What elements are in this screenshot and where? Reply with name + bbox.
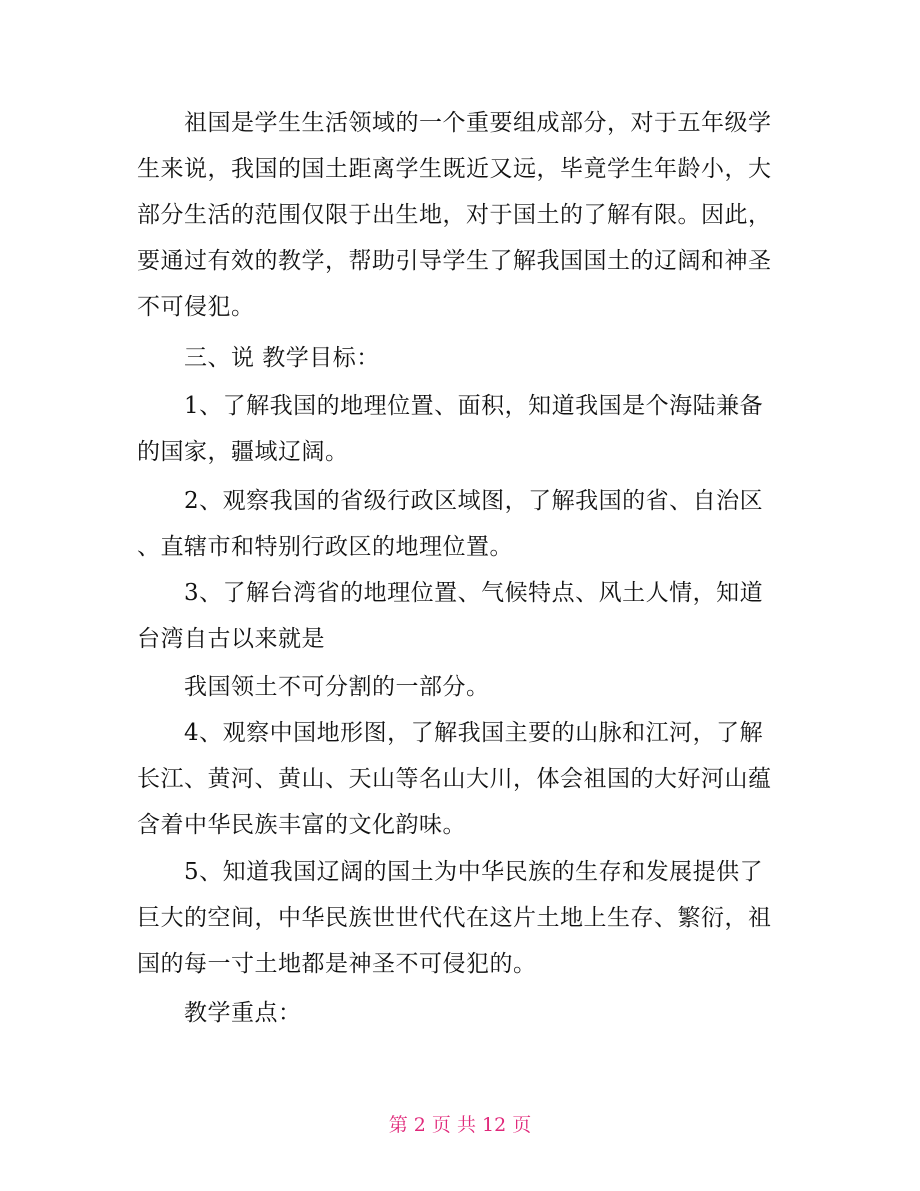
text-line: 生来说，我国的国土距离学生既近又远，毕竟学生年龄小，大 xyxy=(137,156,772,182)
text-line: 含着中华民族丰富的文化韵味。 xyxy=(137,812,466,838)
text-line: 5、知道我国辽阔的国土为中华民族的生存和发展提供了 xyxy=(137,859,764,885)
text-line: 2、观察我国的省级行政区域图，了解我国的省、自治区 xyxy=(137,488,764,514)
text-line: 我国领土不可分割的一部分。 xyxy=(137,674,490,700)
text-line: 4、观察中国地形图，了解我国主要的山脉和江河，了解 xyxy=(137,720,764,746)
objective-5 xyxy=(137,849,787,987)
text-line: 长江、黄河、黄山、天山等名山大川，体会祖国的大好河山蕴 xyxy=(137,766,772,792)
page-number-footer: 第 2 页 共 12 页 xyxy=(388,1114,532,1136)
text-line: 祖国是学生生活领域的一个重要组成部分，对于五年级学 xyxy=(137,110,772,136)
text-line: 教学重点： xyxy=(137,1000,302,1026)
text-line: 要通过有效的教学，帮助引导学生了解我国国土的辽阔和神圣 xyxy=(137,248,772,274)
text-line: 部分生活的范围仅限于出生地，对于国土的了解有限。因此， xyxy=(137,202,772,228)
paragraph-intro xyxy=(137,100,787,330)
text-line: 3、了解台湾省的地理位置、气候特点、风土人情，知道 xyxy=(137,580,764,606)
objective-3-continued xyxy=(137,664,787,710)
objective-2 xyxy=(137,478,787,570)
section-heading-key-points xyxy=(137,990,787,1036)
text-line: 的国家，疆域辽阔。 xyxy=(137,439,349,465)
text-line: 、直辖市和特别行政区的地理位置。 xyxy=(137,534,513,560)
objective-4 xyxy=(137,710,787,848)
text-line: 1、了解我国的地理位置、面积，知道我国是个海陆兼备 xyxy=(137,393,764,419)
text-line: 不可侵犯。 xyxy=(137,294,255,320)
section-heading-objectives xyxy=(137,335,787,381)
text-line: 国的每一寸土地都是神圣不可侵犯的。 xyxy=(137,951,537,977)
text-line: 台湾自古以来就是 xyxy=(137,626,325,652)
objective-1 xyxy=(137,383,787,475)
objective-3 xyxy=(137,570,787,662)
text-line: 三、说 教学目标： xyxy=(137,345,380,371)
text-line: 巨大的空间，中华民族世世代代在这片土地上生存、繁衍，祖 xyxy=(137,905,772,931)
